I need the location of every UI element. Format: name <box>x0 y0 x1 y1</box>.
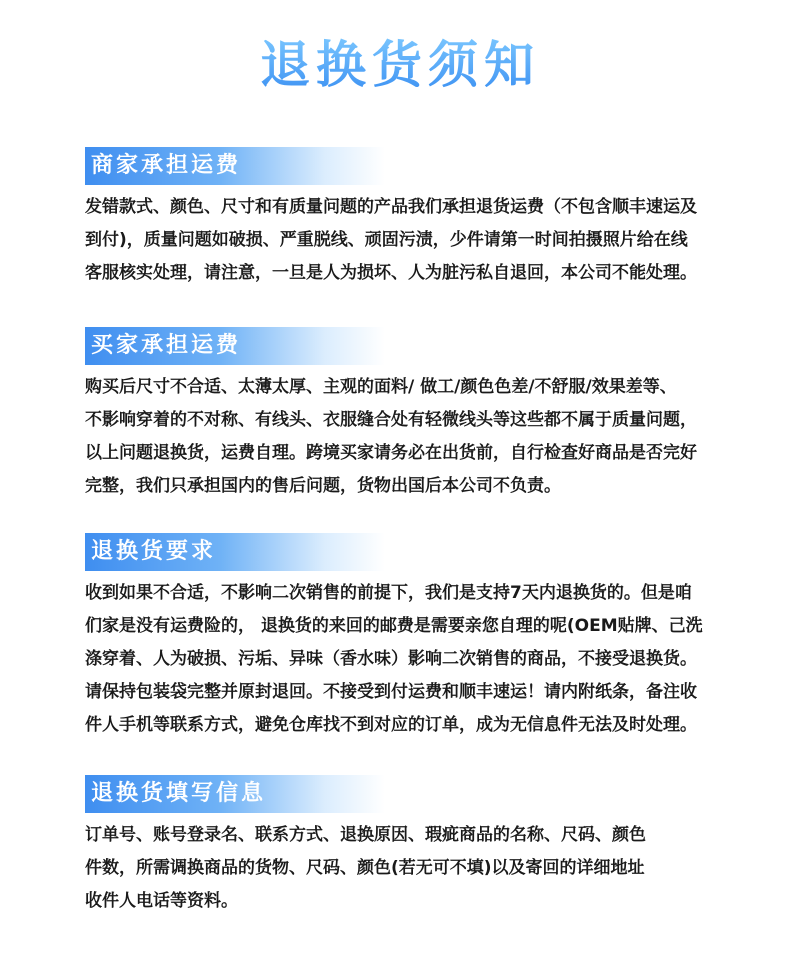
body-line: 以上问题退换货，运费自理。跨境买家请务必在出货前，自行检查好商品是否完好 <box>85 443 697 463</box>
body-line: 收件人电话等资料。 <box>85 891 238 911</box>
body-line: 件数，所需调换商品的货物、尺码、颜色(若无可不填)以及寄回的详细地址 <box>85 858 645 878</box>
section-body <box>85 819 765 918</box>
body-line: 客服核实处理，请注意，一旦是人为损坏、人为脏污私自退回，本公司不能处理。 <box>85 263 697 283</box>
body-line: 不影响穿着的不对称、有线头、衣服缝合处有轻微线头等这些都不属于质量问题， <box>85 410 697 430</box>
section-heading: 退换货要求 <box>91 539 217 564</box>
body-line: 收到如果不合适，不影响二次销售的前提下，我们是支持7天内退换货的。但是咱 <box>85 583 692 603</box>
section-heading: 买家承担运费 <box>91 333 242 358</box>
body-line: 购买后尺寸不合适、太薄太厚、主观的面料/ 做工/颜色色差/不舒服/效果差等、 <box>85 377 677 397</box>
section-body <box>85 191 765 290</box>
page-title: 退换货须知 <box>0 34 800 96</box>
section-return-requirements <box>85 533 765 742</box>
body-line: 订单号、账号登录名、联系方式、退换原因、瑕疵商品的名称、尺码、颜色 <box>85 825 646 845</box>
section-merchant-shipping <box>85 147 765 290</box>
body-line: 们家是没有运费险的， 退换货的来回的邮费是需要亲您自理的呢(OEM贴牌、己洗 <box>85 616 703 636</box>
section-heading: 商家承担运费 <box>91 153 242 178</box>
section-buyer-shipping <box>85 327 765 503</box>
body-line: 完整，我们只承担国内的售后问题，货物出国后本公司不负责。 <box>85 476 561 496</box>
body-line: 到付)，质量问题如破损、严重脱线、顽固污渍，少件请第一时间拍摄照片给在线 <box>85 230 688 250</box>
body-line: 涤穿着、人为破损、污垢、异味（香水味）影响二次销售的商品，不接受退换货。 <box>85 649 697 669</box>
body-line: 请保持包装袋完整并原封退回。不接受到付运费和顺丰速运！请内附纸条，备注收 <box>85 682 697 702</box>
body-line: 件人手机等联系方式，避免仓库找不到对应的订单，成为无信息件无法及时处理。 <box>85 715 697 735</box>
section-heading-bar <box>85 147 385 185</box>
section-body <box>85 577 765 742</box>
section-heading-bar <box>85 533 385 571</box>
section-body <box>85 371 765 503</box>
section-heading-bar <box>85 327 385 365</box>
section-heading-bar <box>85 775 385 813</box>
section-heading: 退换货填写信息 <box>91 781 267 806</box>
body-line: 发错款式、颜色、尺寸和有质量问题的产品我们承担退货运费（不包含顺丰速运及 <box>85 197 697 217</box>
section-return-info <box>85 775 765 918</box>
